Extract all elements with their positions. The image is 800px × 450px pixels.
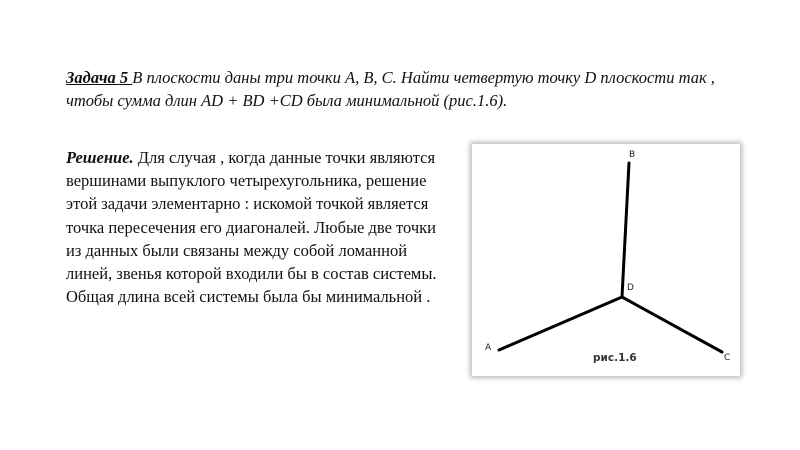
point-label-b: B — [629, 150, 636, 160]
figure-caption: рис.1.6 — [593, 352, 637, 364]
figure-diagram — [472, 144, 740, 376]
task-label: Задача 5 — [66, 68, 133, 87]
point-label-d: D — [627, 283, 634, 293]
solution-paragraph — [66, 146, 446, 308]
solution-text: Для случая , когда данные точки являются вершинами выпуклого четырехугольника, решение этой задачи элементарно : искомой точкой является точка пересечения его диагоналей. Любые две точки из данных были связаны между собой ломанной линей, звенья которой входили бы в состав системы. Общая длина всей системы была бы минимальной . — [66, 148, 437, 307]
segment-cd — [622, 297, 722, 352]
task-text: В плоскости даны три точки A, B, C. Найти четвертую точку D плоскости так , чтобы сумма длин AD + BD +CD была минимальной (рис.1.6). — [66, 68, 715, 110]
figure-1-6 — [472, 144, 740, 376]
point-label-a: A — [485, 343, 492, 353]
segment-ad — [499, 297, 622, 350]
task-statement — [66, 66, 766, 112]
point-label-c: C — [724, 353, 731, 363]
solution-label: Решение. — [66, 148, 134, 167]
segment-bd — [622, 163, 629, 297]
